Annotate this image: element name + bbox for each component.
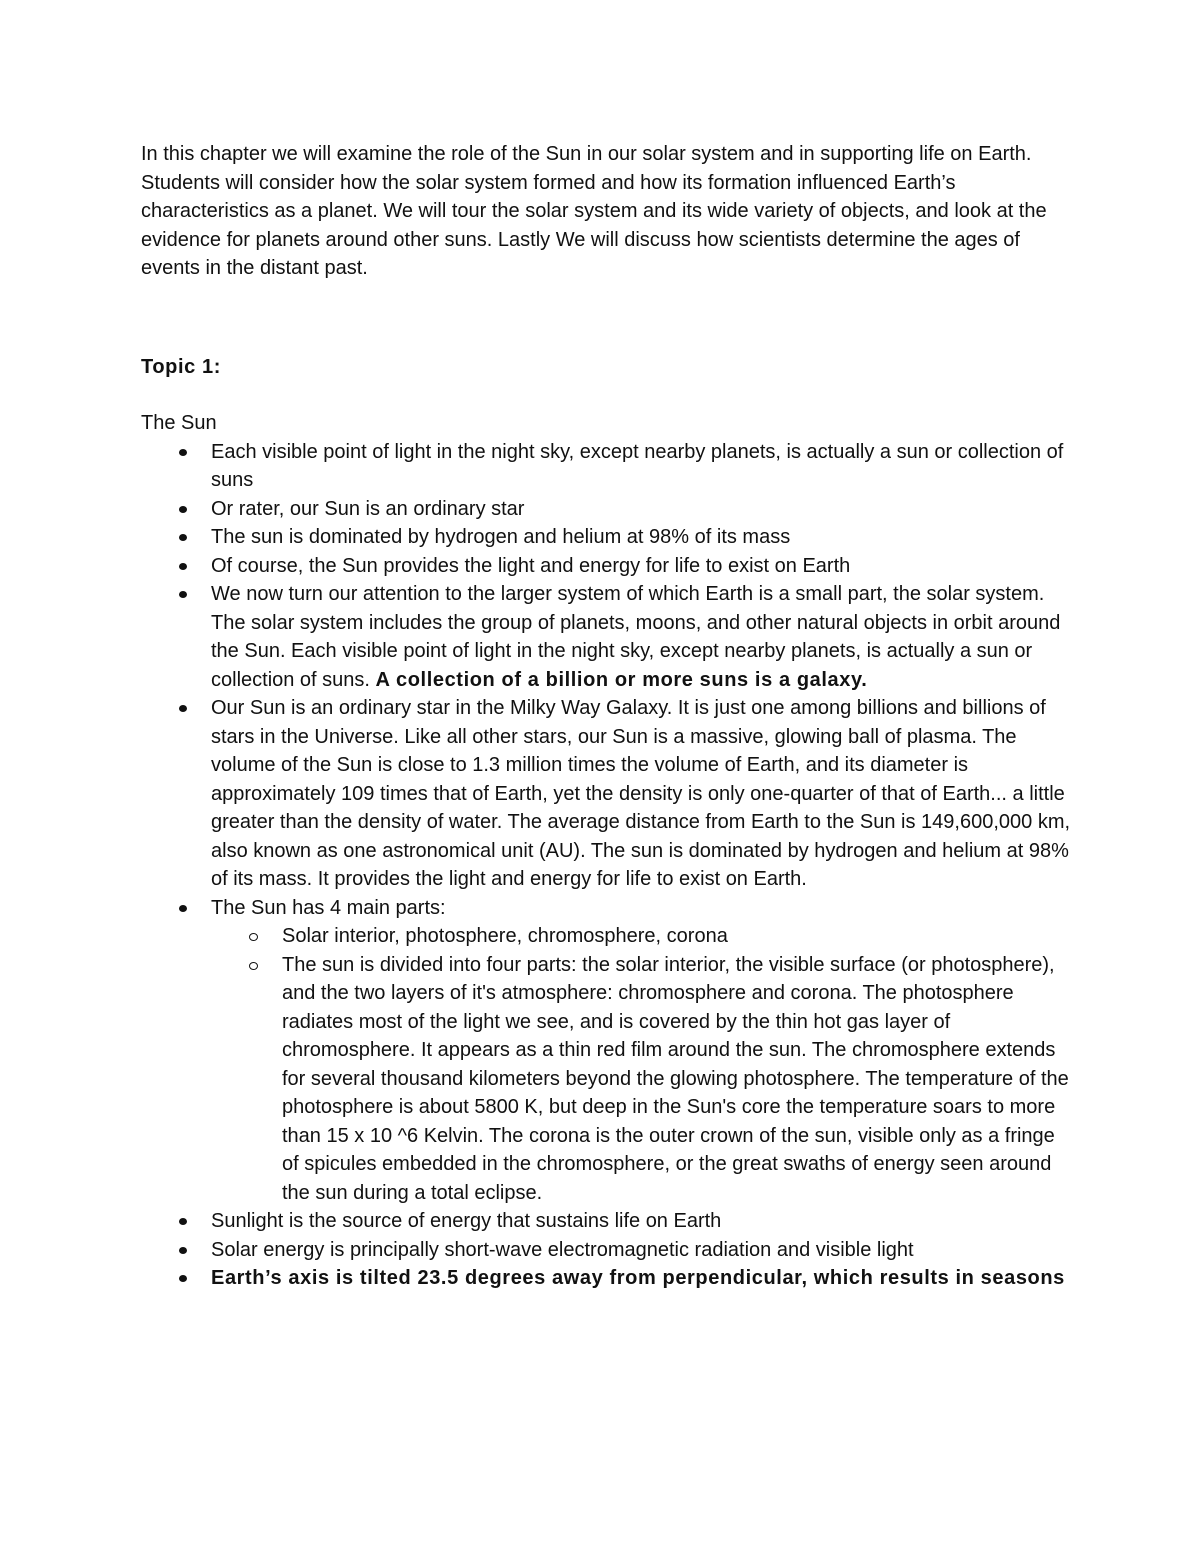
list-item-bold: Earth’s axis is tilted 23.5 degrees away from perpendicular, which results in seasons [141,1264,1071,1293]
list-item: Sunlight is the source of energy that sustains life on Earth [141,1207,1071,1236]
list-item-text: We now turn our attention to the larger system of which Earth is a small part, the solar system. The solar system includes the group of planets, moons, and other natural objects in orbit around the Sun. Each visible point of light in the night sky, except nearby planets, is actually a sun or collection of suns. [211,583,1061,691]
list-item: Solar energy is principally short-wave electromagnetic radiation and visible light [141,1236,1071,1265]
sub-list-item: The sun is divided into four parts: the solar interior, the visible surface (or photosphere), and the two layers of it's atmosphere: chromosphere and corona. The photosphere radiates most of the light we see, and is covered by the thin hot gas layer of chromosphere. It appears as a thin red film around the sun. The chromosphere extends for several thousand kilometers beyond the glowing photosphere. The temperature of the photosphere is about 5800 K, but deep in the Sun's core the temperature soars to more than 15 x 10 ^6 Kelvin. The corona is the outer crown of the sun, visible only as a fringe of spicules embedded in the chromosphere, or the great swaths of energy seen around the sun during a total eclipse. [211,951,1071,1208]
list-item [141,580,1071,694]
sub-bullet-list [211,922,1071,1207]
list-item: Each visible point of light in the night sky, except nearby planets, is actually a sun or collection of suns [141,438,1071,495]
bullet-list [141,438,1071,1293]
section-title: The Sun [141,412,217,434]
list-item: Of course, the Sun provides the light and energy for life to exist on Earth [141,552,1071,581]
list-item: Our Sun is an ordinary star in the Milky Way Galaxy. It is just one among billions and billions of stars in the Universe. Like all other stars, our Sun is a massive, glowing ball of plasma. The volume of the Sun is close to 1.3 million times the volume of Earth, and its diameter is approximately 109 times that of Earth, yet the density is only one-quarter of that of Earth... a little greater than the density of water. The average distance from Earth to the Sun is 149,600,000 km, also known as one astronomical unit (AU). The sun is dominated by hydrogen and helium at 98% of its mass. It provides the light and energy for life to exist on Earth. [141,694,1071,894]
intro-paragraph: In this chapter we will examine the role of the Sun in our solar system and in supporting life on Earth. Students will consider how the solar system formed and how its formation influenced Earth’s characteristics as a planet. We will tour the solar system and its wide variety of objects, and look at the evidence for planets around other suns. Lastly We will discuss how scientists determine the ages of events in the distant past. [141,143,1047,279]
list-item [141,894,1071,1208]
list-item: The sun is dominated by hydrogen and helium at 98% of its mass [141,523,1071,552]
list-item: Or rater, our Sun is an ordinary star [141,495,1071,524]
sub-list-item: Solar interior, photosphere, chromosphere, corona [211,922,1071,951]
topic-heading: Topic 1: [141,355,221,378]
document-body [141,140,1071,1293]
list-item-text: The Sun has 4 main parts: [211,896,446,919]
galaxy-definition: A collection of a billion or more suns is a galaxy. [375,668,868,691]
